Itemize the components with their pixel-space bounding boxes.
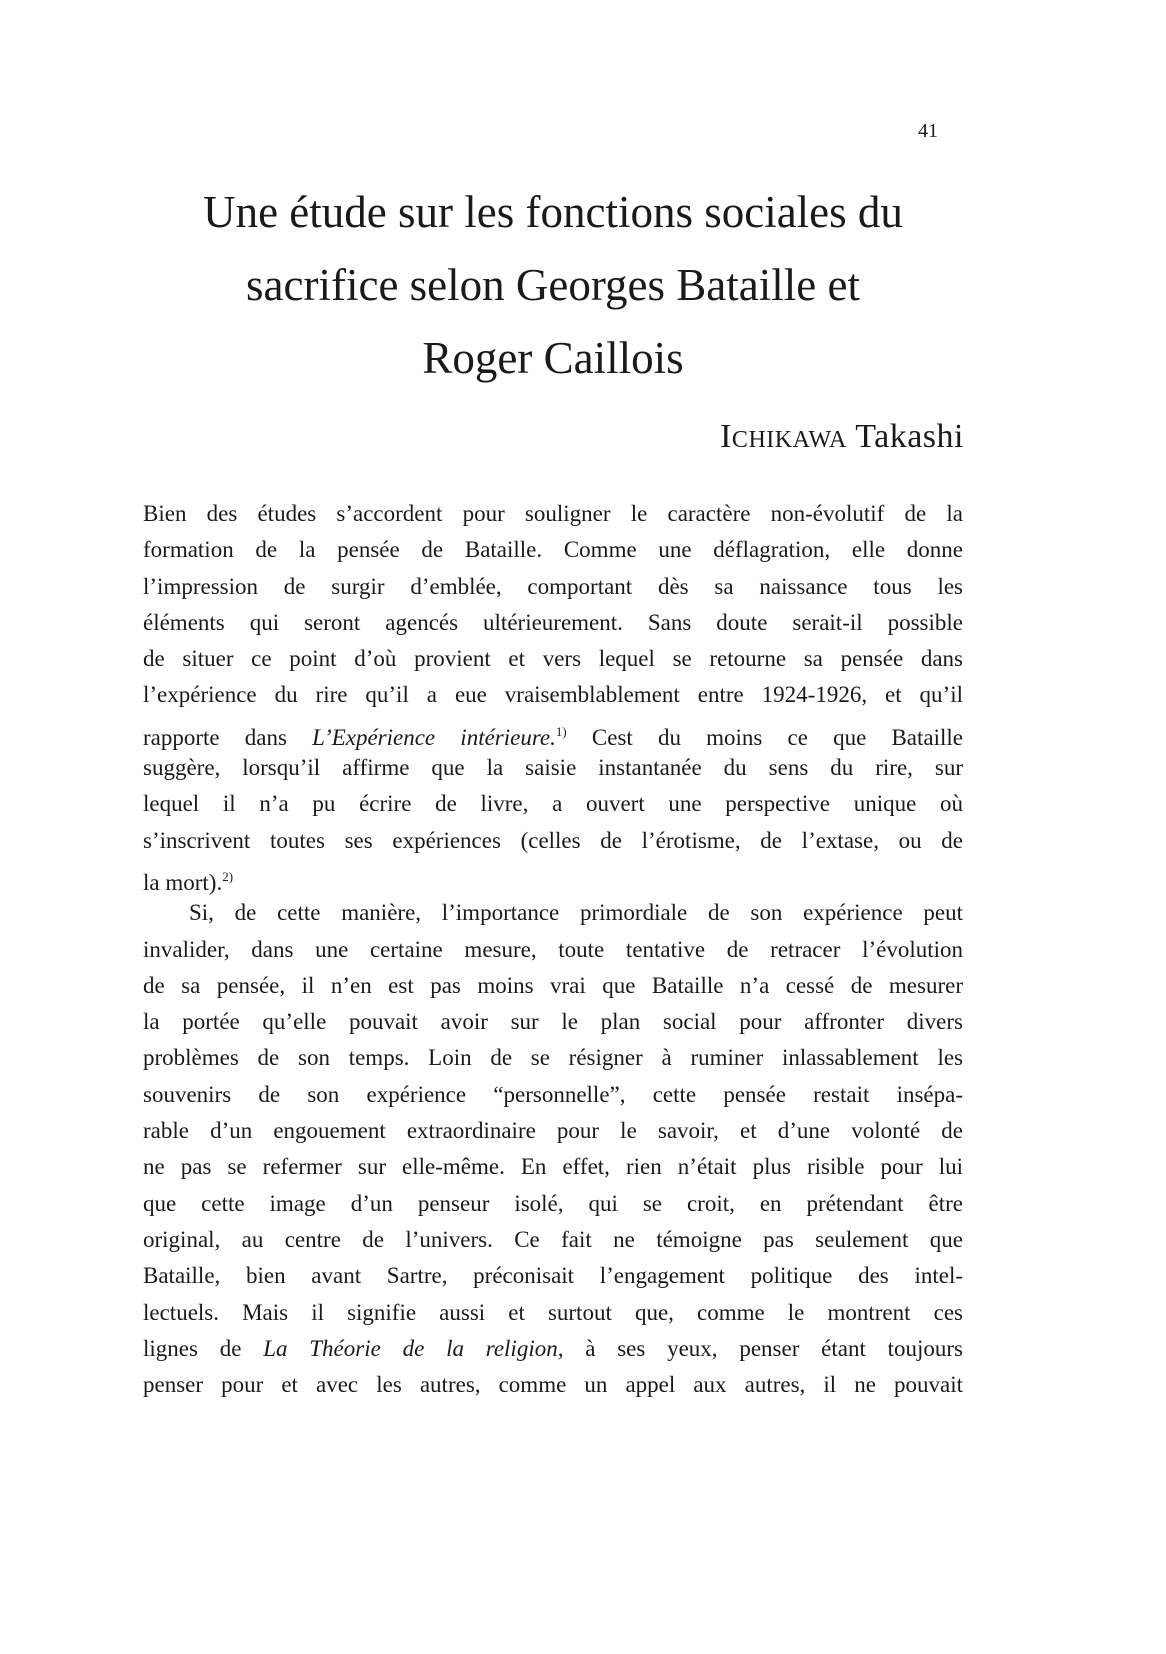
text-segment: la mort).	[143, 869, 223, 895]
text-line	[143, 1367, 963, 1403]
text-segment: original, au centre de l’univers. Ce fait ne témoigne pas seulement que	[143, 1226, 963, 1252]
text-line	[143, 859, 963, 895]
text-segment: Cest du moins ce que Bataille	[566, 724, 963, 750]
author-family-name: Ichikawa	[720, 418, 847, 455]
text-line	[143, 569, 963, 605]
text-segment: s’inscrivent toutes ses expériences (celles de l’érotisme, de l’extase, ou de	[143, 827, 963, 853]
text-line	[143, 1149, 963, 1185]
text-line	[143, 605, 963, 641]
text-segment: de sa pensée, il n’en est pas moins vrai que Bataille n’a cessé de mesurer	[143, 972, 963, 998]
text-segment: ne pas se refermer sur elle-même. En effet, rien n’était plus risible pour lui	[143, 1154, 963, 1180]
title-line: Une étude sur les fonctions sociales du	[203, 187, 903, 237]
article-title	[100, 176, 1006, 395]
text-segment: Si, de cette manière, l’importance primordiale de son expérience peut	[189, 900, 963, 926]
text-segment: de situer ce point d’où provient et vers lequel se retourne sa pensée dans	[143, 646, 963, 672]
text-line	[143, 677, 963, 713]
text-line	[143, 1295, 963, 1331]
text-segment: la portée qu’elle pouvait avoir sur le plan social pour affronter divers	[143, 1009, 963, 1035]
text-line	[143, 823, 963, 859]
italic-title: La Théorie de la religion,	[263, 1335, 564, 1361]
text-segment: rapporte dans	[143, 724, 313, 750]
text-line	[143, 968, 963, 1004]
text-line	[143, 1113, 963, 1149]
text-line	[143, 532, 963, 568]
text-segment: que cette image d’un penseur isolé, qui se croit, en prétendant être	[143, 1190, 963, 1216]
text-line	[143, 932, 963, 968]
text-line	[143, 750, 963, 786]
text-line	[143, 1331, 963, 1367]
text-segment: lectuels. Mais il signifie aussi et surtout que, comme le montrent ces	[143, 1299, 963, 1325]
text-line	[143, 1040, 963, 1076]
text-line	[143, 895, 963, 931]
text-line	[143, 1077, 963, 1113]
footnote-ref: 2)	[222, 868, 234, 884]
text-line	[143, 1222, 963, 1258]
title-line: Roger Caillois	[422, 333, 684, 383]
text-line	[143, 1258, 963, 1294]
author-name	[720, 418, 964, 456]
text-segment: l’expérience du rire qu’il a eue vraisemblablement entre 1924-1926, et qu’il	[143, 682, 963, 708]
text-line	[143, 714, 963, 750]
text-line	[143, 641, 963, 677]
text-line	[143, 496, 963, 532]
text-segment: à ses yeux, penser étant toujours	[563, 1335, 963, 1361]
text-segment: suggère, lorsqu’il affirme que la saisie instantanée du sens du rire, sur	[143, 755, 963, 781]
text-segment: souvenirs de son expérience “personnelle”, cette pensée restait insépa-	[143, 1081, 963, 1107]
italic-title: L’Expérience intérieure.	[312, 724, 556, 750]
text-segment: rable d’un engouement extraordinaire pour le savoir, et d’une volonté de	[143, 1118, 963, 1144]
text-segment: éléments qui seront agencés ultérieurement. Sans doute serait-il possible	[143, 609, 963, 635]
text-line	[143, 786, 963, 822]
title-line: sacrifice selon Georges Bataille et	[246, 260, 860, 310]
author-given-name: Takashi	[855, 418, 964, 455]
text-segment: l’impression de surgir d’emblée, comportant dès sa naissance tous les	[143, 573, 963, 599]
text-segment: invalider, dans une certaine mesure, toute tentative de retracer l’évolution	[143, 936, 963, 962]
text-segment: lequel il n’a pu écrire de livre, a ouvert une perspective unique où	[143, 791, 963, 817]
text-line	[143, 1004, 963, 1040]
footnote-ref: 1)	[555, 723, 567, 739]
text-segment: problèmes de son temps. Loin de se résigner à ruminer inlassablement les	[143, 1045, 963, 1071]
text-segment: Bataille, bien avant Sartre, préconisait l’engagement politique des intel-	[143, 1263, 963, 1289]
text-segment: penser pour et avec les autres, comme un appel aux autres, il ne pouvait	[143, 1372, 963, 1398]
body-text	[143, 496, 963, 1403]
text-segment: lignes de	[143, 1335, 264, 1361]
text-segment: Bien des études s’accordent pour souligner le caractère non-évolutif de la	[143, 501, 963, 526]
page-number: 41	[918, 120, 938, 142]
text-line	[143, 1186, 963, 1222]
text-segment: formation de la pensée de Bataille. Comme une déflagration, elle donne	[143, 537, 963, 563]
